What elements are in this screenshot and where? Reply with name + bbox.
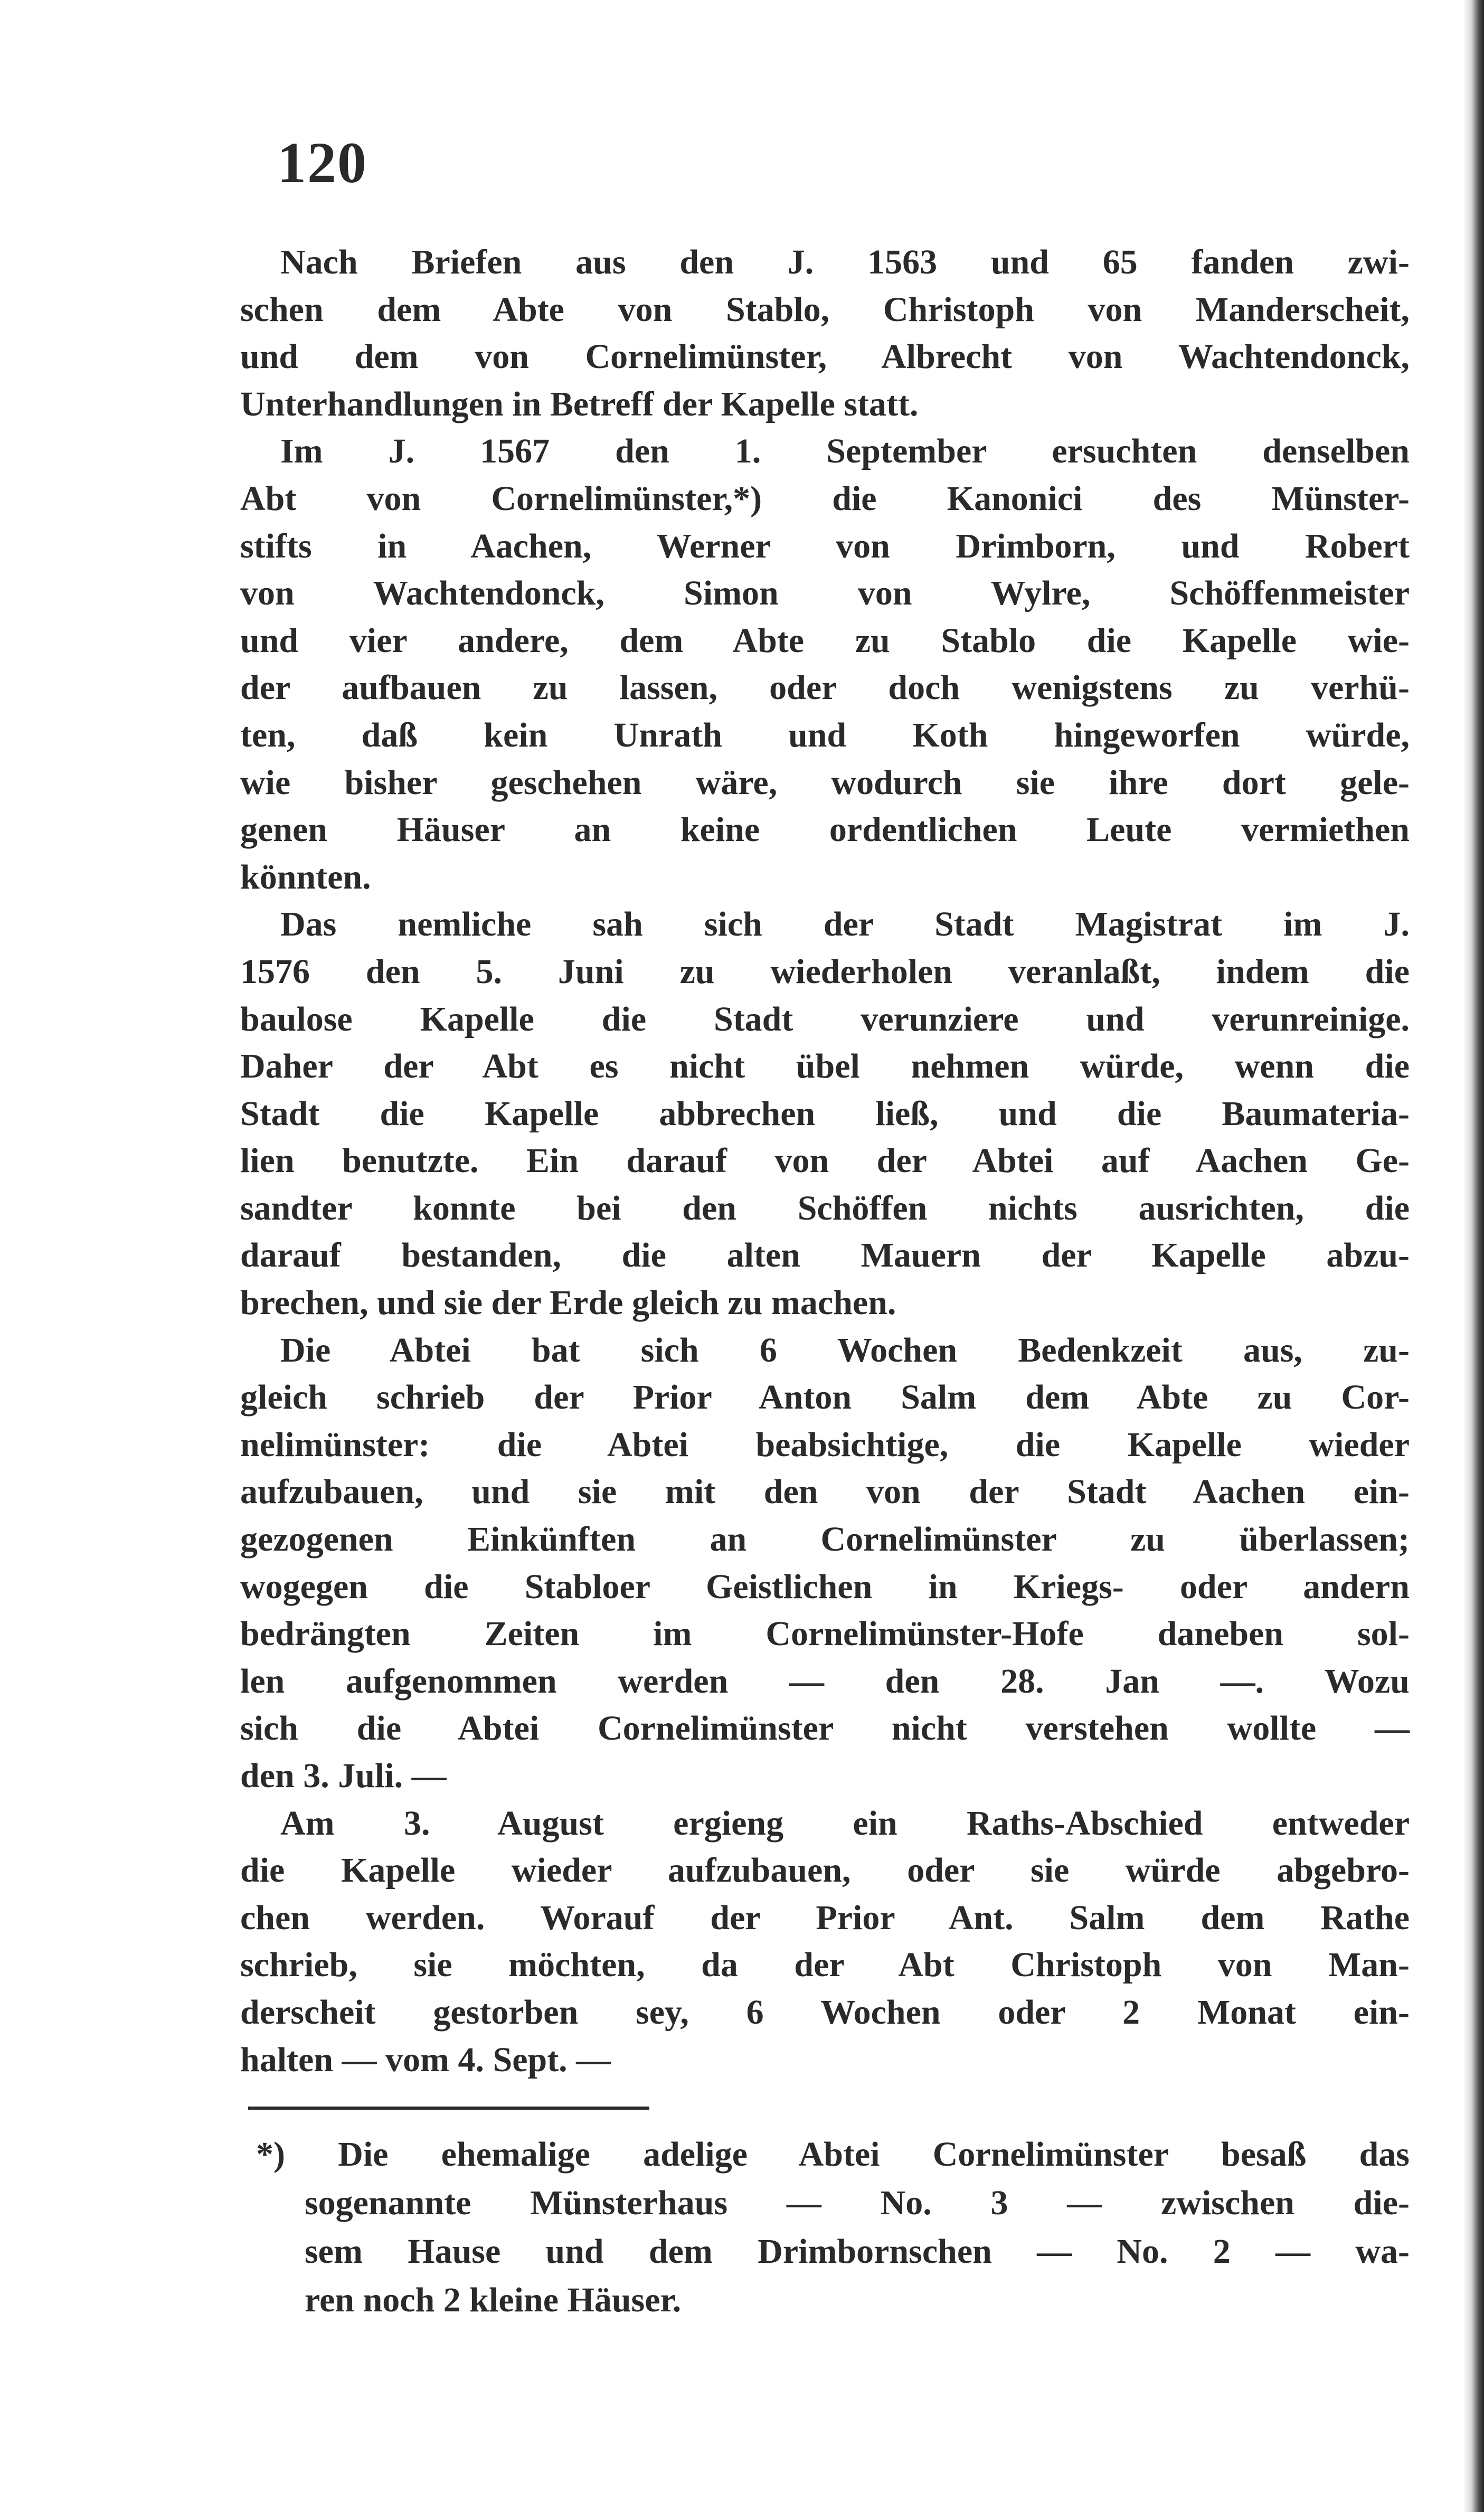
text-line: nelimünster: die Abtei beabsichtige, die Kapelle wieder	[240, 1425, 1410, 1464]
footnote-separator	[248, 2107, 649, 2110]
text-line: und vier andere, dem Abte zu Stablo die Kapelle wie-	[240, 621, 1410, 660]
paragraph	[240, 1327, 1410, 1800]
footnote-line: sem Hause und dem Drimbornschen — No. 2 — wa-	[305, 2232, 1410, 2271]
text-line: gleich schrieb der Prior Anton Salm dem Abte zu Cor-	[240, 1378, 1410, 1417]
text-line: Stadt die Kapelle abbrechen ließ, und die Baumateria-	[240, 1094, 1410, 1133]
text-line: schrieb, sie möchten, da der Abt Christoph von Man-	[240, 1946, 1410, 1985]
text-line: 1576 den 5. Juni zu wiederholen veranlaßt, indem die	[240, 952, 1410, 991]
paragraph	[240, 239, 1410, 428]
book-binding-edge	[1463, 0, 1484, 2512]
text-line: Am 3. August ergieng ein Raths-Abschied entweder	[280, 1803, 1410, 1843]
text-line: brechen, und sie der Erde gleich zu machen.	[240, 1283, 896, 1323]
text-line: baulose Kapelle die Stadt verunziere und verunreinige.	[240, 999, 1410, 1038]
paragraph	[240, 901, 1410, 1326]
text-line: sich die Abtei Cornelimünster nicht verstehen wollte —	[240, 1709, 1410, 1748]
text-line: genen Häuser an keine ordentlichen Leute vermiethen	[240, 810, 1410, 849]
text-line: von Wachtendonck, Simon von Wylre, Schöffenmeister	[240, 574, 1410, 613]
text-line: schen dem Abte von Stablo, Christoph von Manderscheit,	[240, 290, 1410, 329]
text-line: sandter konnte bei den Schöffen nichts ausrichten, die	[240, 1188, 1410, 1227]
text-line: die Kapelle wieder aufzubauen, oder sie würde abgebro-	[240, 1851, 1410, 1890]
footnote-line: sogenannte Münsterhaus — No. 3 — zwischen die-	[305, 2184, 1410, 2222]
text-line: Im J. 1567 den 1. September ersuchten denselben	[280, 432, 1410, 471]
paragraph	[240, 428, 1410, 901]
text-line: bedrängten Zeiten im Cornelimünster-Hofe daneben sol-	[240, 1614, 1410, 1654]
text-line: den 3. Juli. —	[240, 1756, 447, 1795]
footnote-line: *) Die ehemalige adelige Abtei Cornelimünster besaß das	[256, 2135, 1410, 2174]
text-line: der aufbauen zu lassen, oder doch wenigstens zu verhü-	[240, 668, 1410, 707]
text-line: aufzubauen, und sie mit den von der Stadt Aachen ein-	[240, 1472, 1410, 1512]
text-line: könnten.	[240, 857, 371, 896]
text-line: Nach Briefen aus den J. 1563 und 65 fanden zwi-	[280, 243, 1410, 281]
text-line: Daher der Abt es nicht übel nehmen würde, wenn die	[240, 1047, 1410, 1086]
text-line: len aufgenommen werden — den 28. Jan —. Wozu	[240, 1661, 1410, 1701]
text-line: wogegen die Stabloer Geistlichen in Kriegs- oder andern	[240, 1567, 1410, 1606]
footnote	[256, 2130, 1410, 2325]
text-line: halten — vom 4. Sept. —	[240, 2040, 611, 2079]
text-line: Unterhandlungen in Betreff der Kapelle statt.	[240, 384, 919, 423]
text-line: wie bisher geschehen wäre, wodurch sie ihre dort gele-	[240, 763, 1410, 802]
page-number: 120	[277, 130, 367, 195]
text-line: darauf bestanden, die alten Mauern der Kapelle abzu-	[240, 1236, 1410, 1275]
paragraph	[240, 1800, 1410, 2084]
text-line: Die Abtei bat sich 6 Wochen Bedenkzeit aus, zu-	[280, 1330, 1410, 1370]
text-line: und dem von Cornelimünster, Albrecht von Wachtendonck,	[240, 337, 1410, 376]
text-line: lien benutzte. Ein darauf von der Abtei auf Aachen Ge-	[240, 1141, 1410, 1181]
text-line: chen werden. Worauf der Prior Ant. Salm dem Rathe	[240, 1898, 1410, 1937]
footnote-line: ren noch 2 kleine Häuser.	[305, 2281, 682, 2319]
text-line: derscheit gestorben sey, 6 Wochen oder 2 Monat ein-	[240, 1992, 1410, 2032]
body-text	[240, 239, 1410, 2083]
text-line: stifts in Aachen, Werner von Drimborn, und Robert	[240, 526, 1410, 565]
text-line: Abt von Cornelimünster,*) die Kanonici des Münster-	[240, 479, 1410, 518]
text-line: gezogenen Einkünften an Cornelimünster zu überlassen;	[240, 1520, 1410, 1559]
text-line: ten, daß kein Unrath und Koth hingeworfen würde,	[240, 715, 1410, 754]
text-line: Das nemliche sah sich der Stadt Magistrat im J.	[280, 905, 1410, 944]
